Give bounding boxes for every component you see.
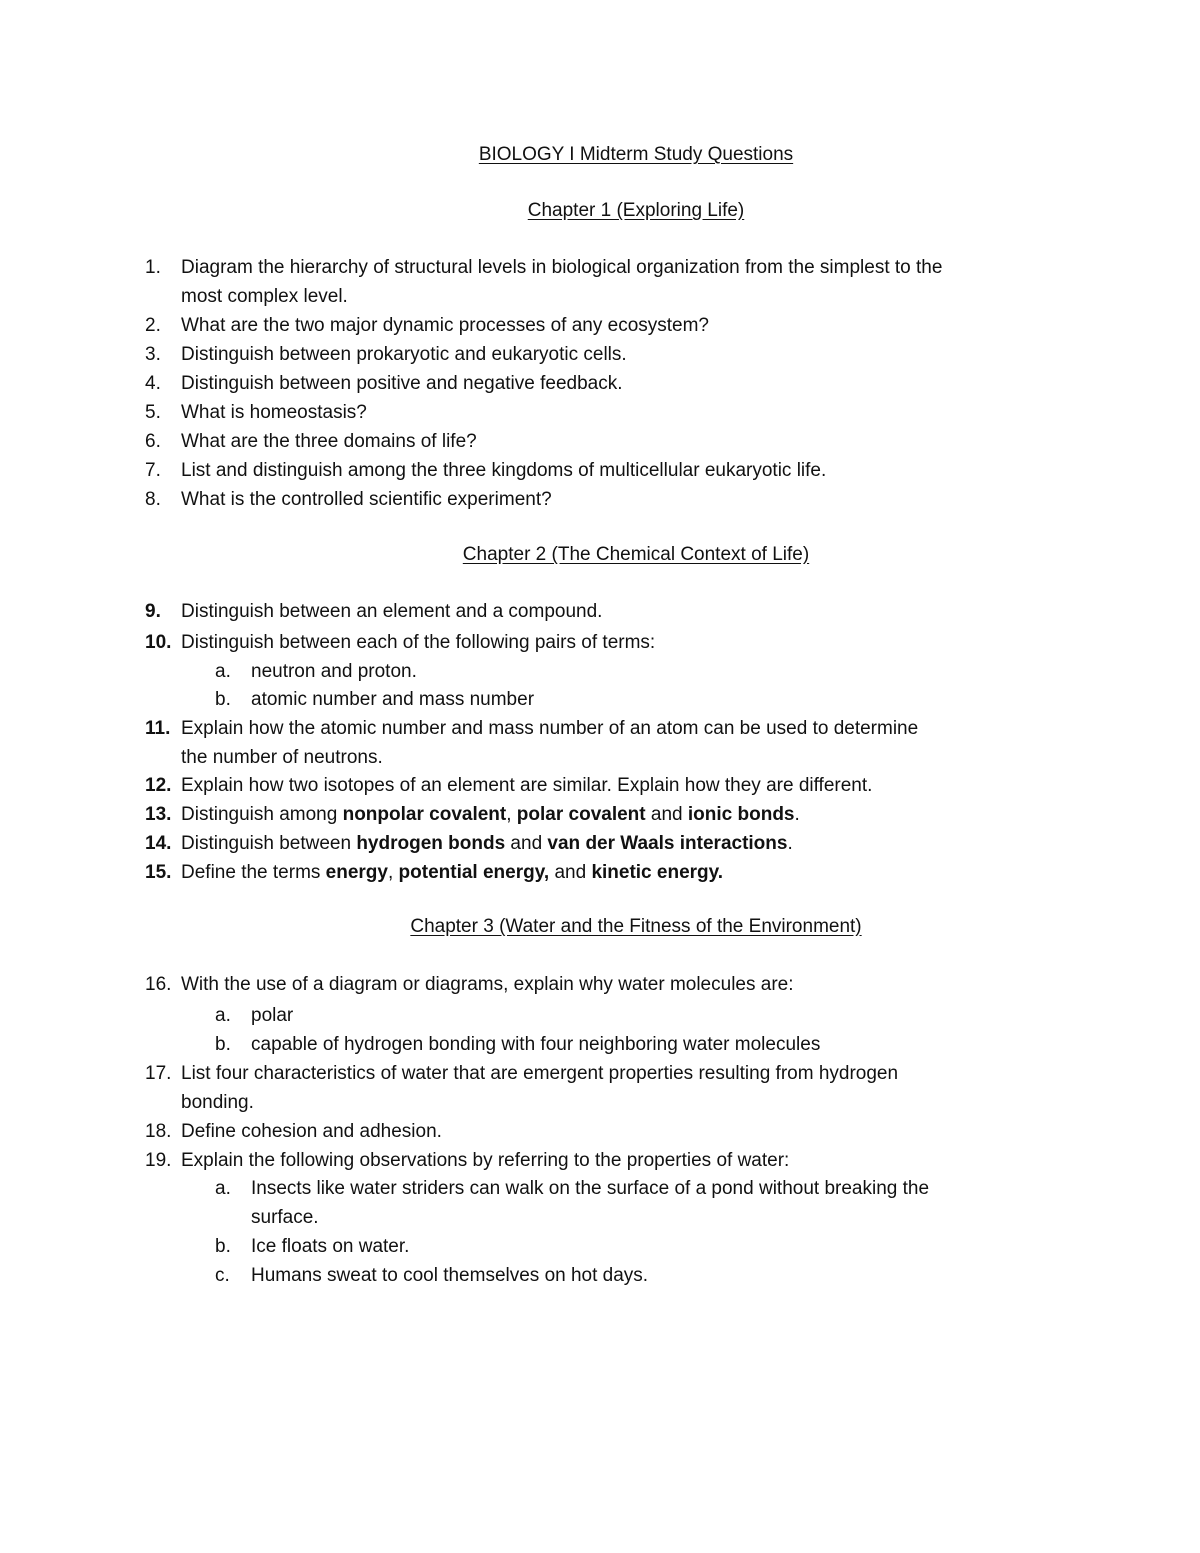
term-bold: ionic bonds: [687, 804, 795, 825]
question-number: 14.: [145, 833, 172, 854]
question-number: 7.: [145, 460, 161, 481]
question-number: 10.: [145, 632, 172, 653]
question-number: 9.: [145, 601, 161, 622]
question-text: Distinguish between each of the following pairs of terms:: [181, 632, 656, 653]
question-text: What is the controlled scientific experiment?: [181, 489, 552, 510]
sub-item-text: neutron and proton.: [251, 661, 417, 682]
question-text: the number of neutrons.: [181, 747, 383, 768]
question-number: 8.: [145, 489, 161, 510]
term-bold: van der Waals interactions: [547, 833, 788, 854]
question-text: Distinguish among nonpolar covalent, polar covalent and ionic bonds.: [181, 804, 800, 825]
question-number: 1.: [145, 257, 161, 278]
question-number: 11.: [145, 718, 171, 739]
sub-item-text: Insects like water striders can walk on the surface of a pond without breaking the: [251, 1178, 930, 1199]
question-text: bonding.: [181, 1092, 254, 1113]
question-number: 13.: [145, 804, 172, 825]
question-number: 2.: [145, 315, 161, 336]
question-text: List four characteristics of water that are emergent properties resulting from hydrogen: [181, 1063, 899, 1084]
question-text: Explain how the atomic number and mass number of an atom can be used to determine: [181, 718, 919, 739]
chapter-heading: Chapter 3 (Water and the Fitness of the Environment): [410, 916, 862, 937]
question-number: 17.: [145, 1063, 172, 1084]
sub-item-text: surface.: [251, 1207, 319, 1228]
question-number: 19.: [145, 1150, 172, 1171]
sub-item-text: atomic number and mass number: [251, 689, 535, 710]
question-text: Define the terms energy, potential energy, and kinetic energy.: [181, 862, 724, 883]
question-text: Define cohesion and adhesion.: [181, 1121, 442, 1142]
sub-item-letter: b.: [215, 1236, 231, 1257]
chapter-heading: Chapter 1 (Exploring Life): [527, 200, 745, 221]
document-title: BIOLOGY I Midterm Study Questions: [478, 144, 794, 165]
question-text: With the use of a diagram or diagrams, explain why water molecules are:: [181, 974, 794, 995]
sub-item-letter: a.: [215, 1005, 231, 1026]
question-number: 4.: [145, 373, 161, 394]
question-text: Explain how two isotopes of an element are similar. Explain how they are different.: [181, 775, 873, 796]
sub-item-letter: a.: [215, 1178, 231, 1199]
term-bold: polar covalent: [516, 804, 646, 825]
question-text: Diagram the hierarchy of structural levels in biological organization from the simplest to the: [181, 257, 943, 278]
term-bold: energy: [325, 862, 388, 883]
sub-item-letter: b.: [215, 689, 231, 710]
sub-item-text: Ice floats on water.: [251, 1236, 410, 1257]
question-number: 15.: [145, 862, 172, 883]
sub-item-letter: c.: [215, 1265, 230, 1286]
question-text: Distinguish between an element and a compound.: [181, 601, 603, 622]
question-number: 6.: [145, 431, 161, 452]
question-text: What is homeostasis?: [181, 402, 367, 423]
question-number: 3.: [145, 344, 161, 365]
question-text: Distinguish between positive and negative feedback.: [181, 373, 623, 394]
question-text: What are the three domains of life?: [181, 431, 477, 452]
sub-item-letter: a.: [215, 661, 231, 682]
question-number: 5.: [145, 402, 161, 423]
question-text: List and distinguish among the three kingdoms of multicellular eukaryotic life.: [181, 460, 827, 481]
term-bold: hydrogen bonds: [356, 833, 506, 854]
sub-item-letter: b.: [215, 1034, 231, 1055]
question-text: most complex level.: [181, 286, 348, 307]
sub-item-text: polar: [251, 1005, 294, 1026]
question-number: 18.: [145, 1121, 172, 1142]
sub-item-text: capable of hydrogen bonding with four neighboring water molecules: [251, 1034, 821, 1055]
question-text: Explain the following observations by referring to the properties of water:: [181, 1150, 790, 1171]
question-text: What are the two major dynamic processes of any ecosystem?: [181, 315, 710, 336]
question-text: Distinguish between hydrogen bonds and van der Waals interactions.: [181, 833, 793, 854]
term-bold: potential energy,: [398, 862, 550, 883]
chapter-heading: Chapter 2 (The Chemical Context of Life): [462, 544, 810, 565]
term-bold: kinetic energy.: [591, 862, 724, 883]
sub-item-text: Humans sweat to cool themselves on hot days.: [251, 1265, 649, 1286]
question-number: 16.: [145, 974, 172, 995]
question-number: 12.: [145, 775, 172, 796]
term-bold: nonpolar covalent: [342, 804, 507, 825]
question-text: Distinguish between prokaryotic and eukaryotic cells.: [181, 344, 627, 365]
